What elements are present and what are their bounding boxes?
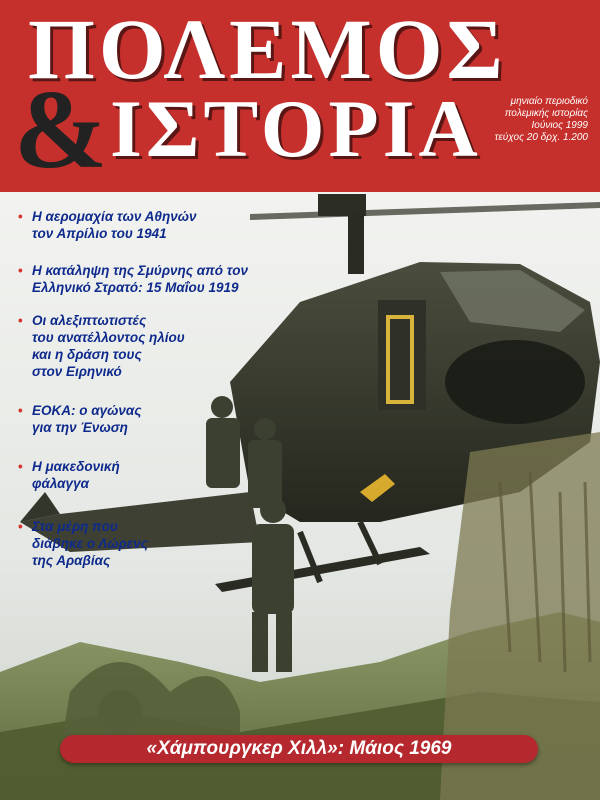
headline-line: ΕΟΚΑ: ο αγώνας <box>32 403 142 418</box>
headline-line: Στα μέρη που <box>32 519 118 534</box>
headline-macedonian-phalanx <box>18 458 318 492</box>
headline-line: φάλαγγα <box>32 476 89 491</box>
issue-info-line-1: μηνιαίο περιοδικό <box>510 96 588 107</box>
headline-lawrence-of-arabia <box>18 518 318 569</box>
title-ampersand: & <box>14 68 108 192</box>
title-line-2: ΙΣΤΟΡΙΑ <box>110 83 482 174</box>
masthead <box>0 0 600 192</box>
title-line-1: ΠΟΛΕΜΟΣ <box>28 1 507 97</box>
headline-line: και η δράση τους <box>32 347 142 362</box>
headline-line: Η μακεδονική <box>32 459 120 474</box>
headline-line: για την Ένωση <box>32 420 128 435</box>
headline-line: τον Απρίλιο του 1941 <box>32 226 167 241</box>
cover-headlines <box>18 208 318 584</box>
issue-info-line-2: πολεμικής ιστορίας <box>504 108 588 119</box>
headline-line: Οι αλεξιπτωτιστές <box>32 313 147 328</box>
headline-bullet: • <box>18 403 23 418</box>
headline-line: του ανατέλλοντος ηλίου <box>32 330 185 345</box>
headline-paratroopers <box>18 312 318 380</box>
issue-info-line-3: Ιούνιος 1999 <box>531 120 588 131</box>
headline-bullet: • <box>18 459 23 474</box>
headline-bullet: • <box>18 313 23 328</box>
headline-line: της Αραβίας <box>32 553 111 568</box>
headline-bullet: • <box>18 209 23 224</box>
headline-line: διάβηκε ο Λώρενς <box>32 536 148 551</box>
headline-bullet: • <box>18 519 23 534</box>
issue-info <box>448 96 588 144</box>
issue-info-line-4: τεύχος 20 δρχ. 1.200 <box>494 132 588 143</box>
headline-line: Η κατάληψη της Σμύρνης από τον <box>32 263 248 278</box>
headline-athens-air-battle <box>18 208 318 242</box>
headline-bullet: • <box>18 263 23 278</box>
headline-line: Η αερομαχία των Αθηνών <box>32 209 197 224</box>
headline-eoka <box>18 402 318 436</box>
cover-story-banner: «Χάμπουργκερ Χιλλ»: Μάιος 1969 <box>60 735 538 763</box>
headline-smyrna-capture <box>18 262 318 296</box>
headline-line: στον Ειρηνικό <box>32 364 122 379</box>
headline-line: Ελληνικό Στρατό: 15 Μαΐου 1919 <box>32 280 239 295</box>
